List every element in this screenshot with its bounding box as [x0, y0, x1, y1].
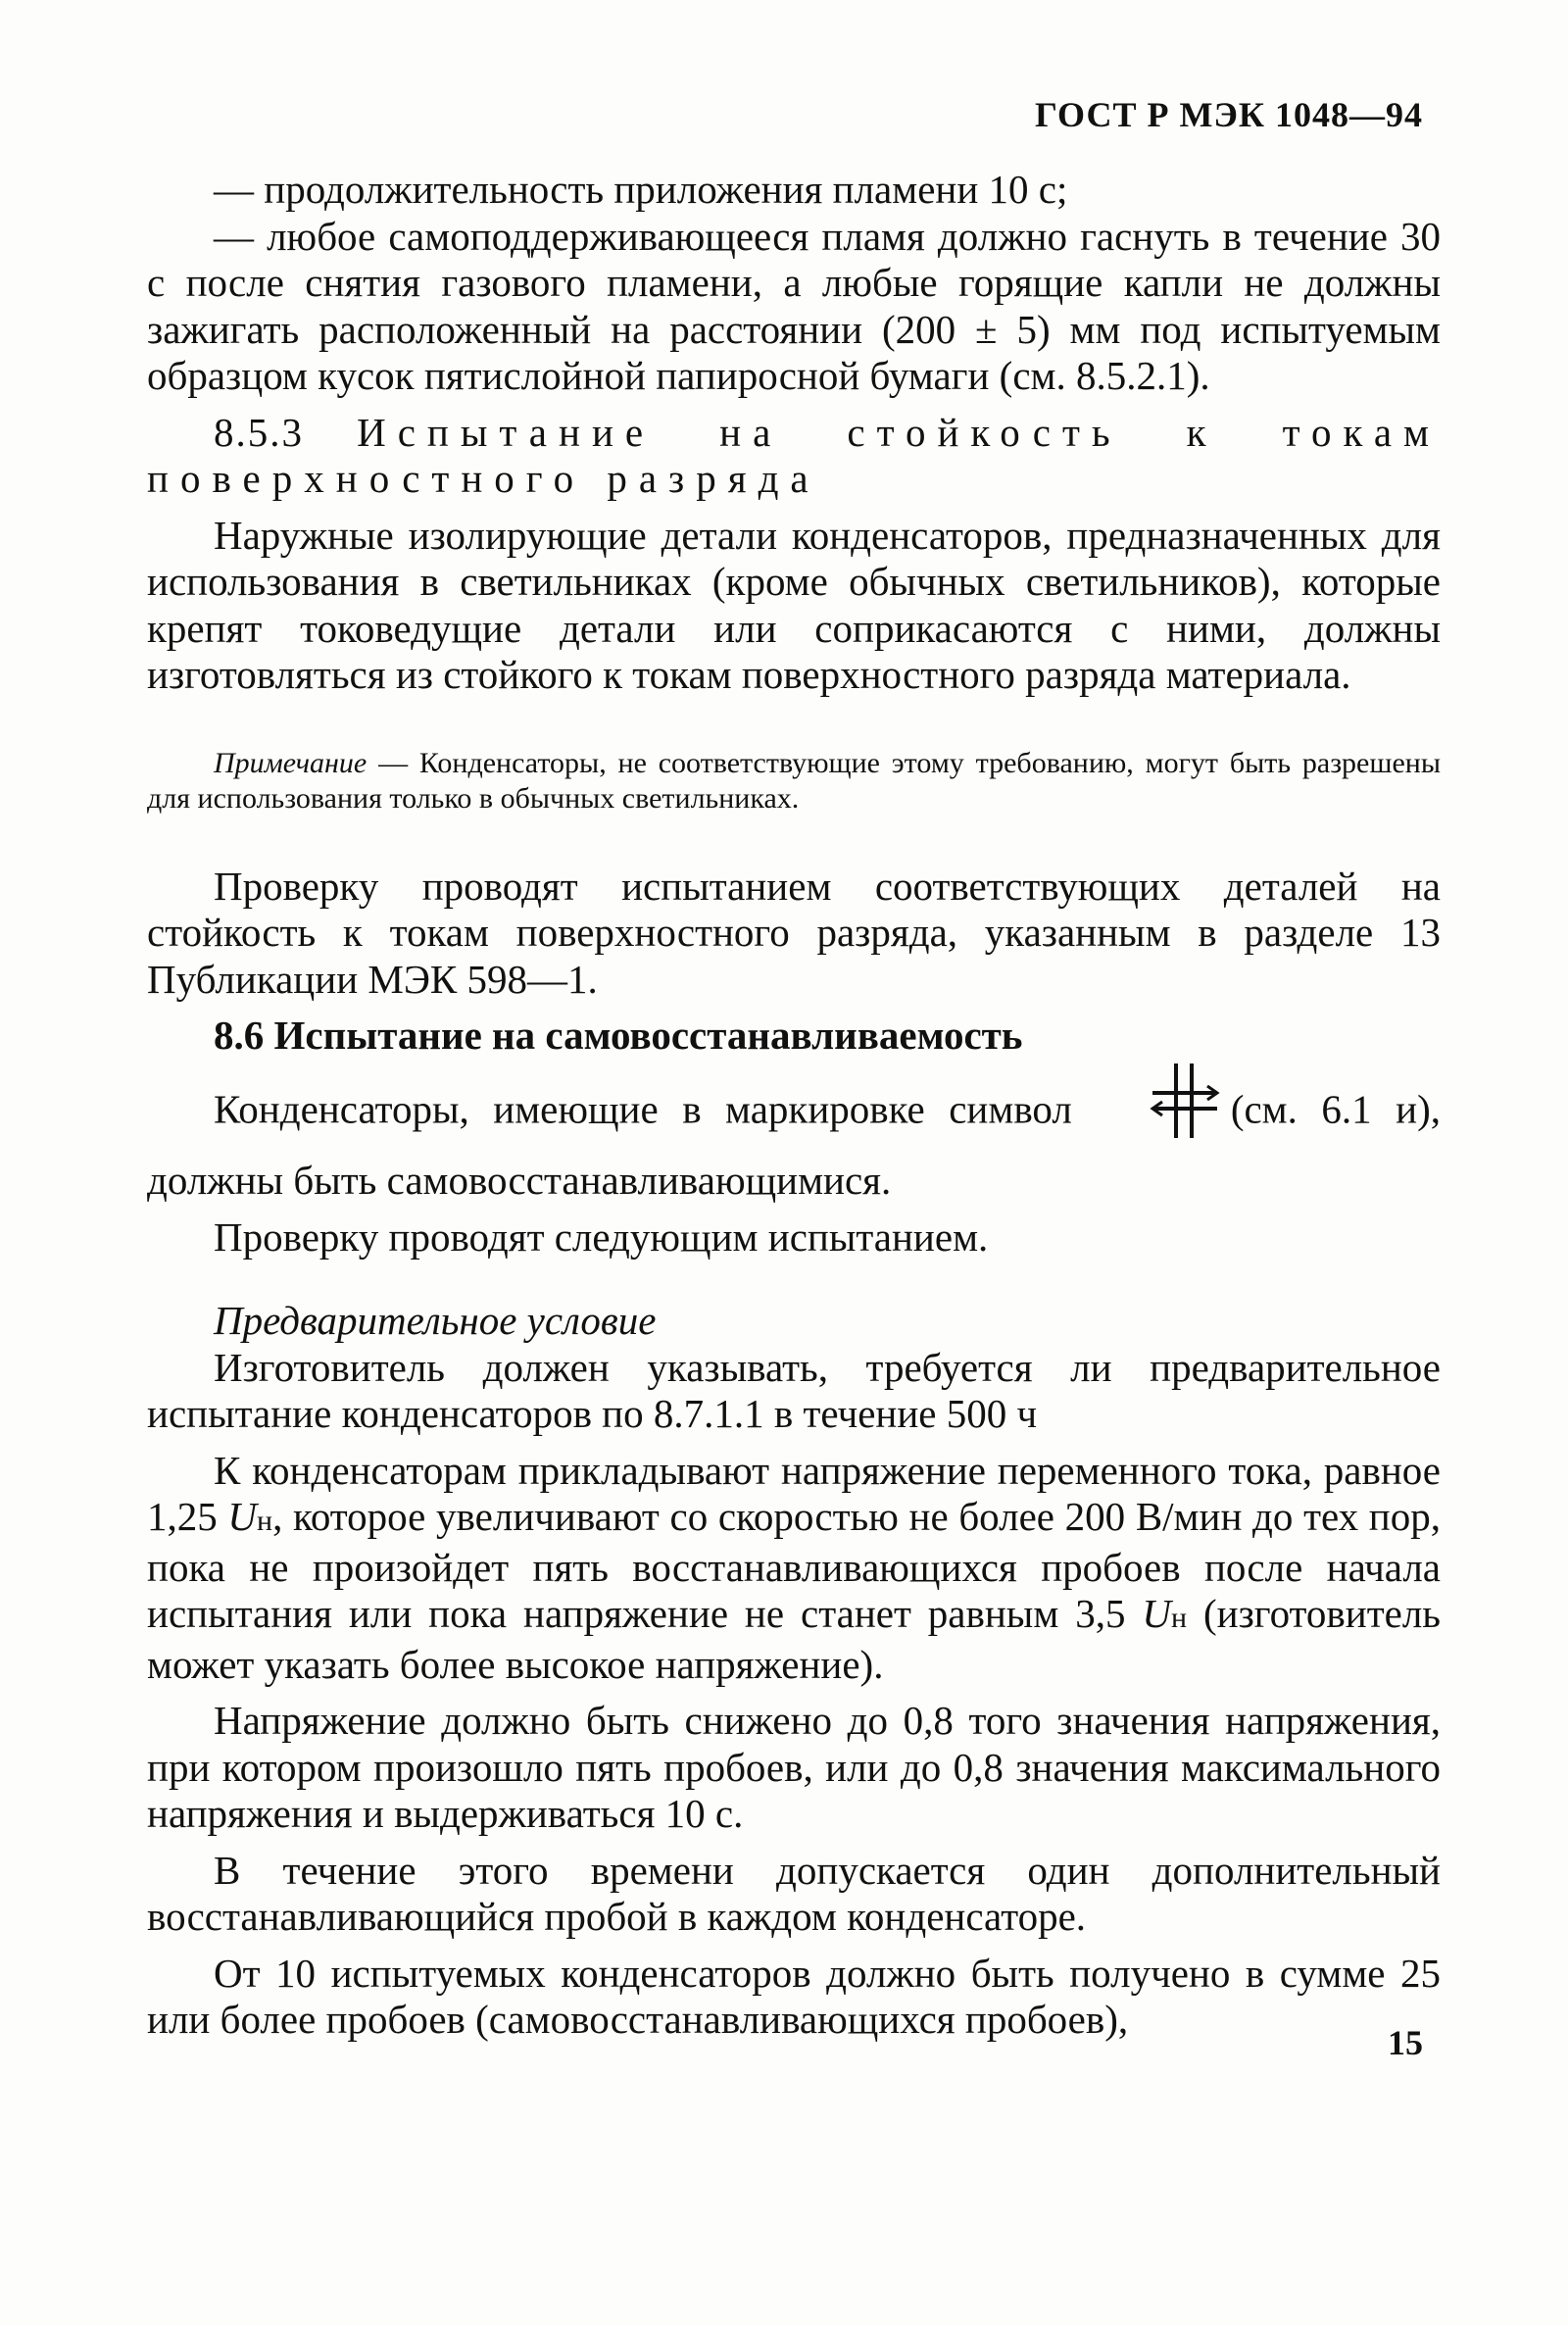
- voltage-text-b: , которое увеличивают со скоростью не более 200 В/мин до тех пор, пока не произойдет пять восстанавливающихся пробоев после начала испытания или пока напряжение не станет равным 3,5: [147, 1494, 1441, 1636]
- rated-voltage-subscript: н: [257, 1505, 273, 1537]
- paragraph-flame-duration: — продолжительность приложения пламени 10 с;: [214, 167, 1068, 212]
- page-number: 15: [1388, 2023, 1423, 2062]
- symbol-sentence-start: Конденсаторы, имеющие в маркировке символ: [214, 1086, 1072, 1132]
- rated-voltage-symbol: U: [227, 1494, 258, 1539]
- paragraph-insulating-parts: Наружные изолирующие детали конденсаторов, предназначенных для использования в светильниках (кроме обычных светильников), которые крепят токоведущие детали или соприкасаются с ними, должны изготовляться из стойкого к токам поверхностного разряда материала.: [147, 512, 1441, 697]
- section-8-5-3-heading: [147, 410, 1441, 503]
- paragraph-voltage-reduction: Напряжение должно быть снижено до 0,8 того значения напряжения, при котором произошло пять пробоев, или до 0,8 значения максимального напряжения и выдерживаться 10 с.: [147, 1698, 1441, 1836]
- voltage-text-a: К конденсаторам прикладывают напряжение переменного тока, равное 1,25: [147, 1447, 1441, 1539]
- section-8-6-heading: 8.6 Испытание на самовосстанавливаемость: [214, 1013, 1023, 1058]
- paragraph-self-healing-symbol: [147, 1069, 1441, 1205]
- voltage-text-c: (изготовитель может указать более высокое напряжение).: [147, 1591, 1442, 1687]
- paragraph-flame-extinguish: — любое самоподдерживающееся пламя должно гаснуть в течение 30 с после снятия газового пламени, а любые горящие капли не должны зажигать расположенный на расстоянии (200 ± 5) мм под испытуемым образцом кусок пятислойной папиросной бумаги (см. 8.5.2.1).: [147, 213, 1441, 398]
- paragraph-additional-breakdown: В течение этого времени допускается один дополнительный восстанавливающийся пробой в каждом конденсаторе.: [147, 1847, 1441, 1939]
- rated-voltage-symbol-2: U: [1142, 1591, 1172, 1636]
- note-block: [147, 746, 1441, 816]
- section-8-5-3-title: Испытание на стойкость к токам поверхностного разряда: [147, 409, 1442, 501]
- page-content: [147, 167, 1441, 2044]
- paragraph-manufacturer-preliminary: Изготовитель должен указывать, требуется ли предварительное испытание конденсаторов по 8.7.1.1 в течение 500 ч: [147, 1344, 1441, 1436]
- document-code-header: ГОСТ Р МЭК 1048—94: [1035, 95, 1423, 134]
- rated-voltage-subscript-2: н: [1171, 1602, 1188, 1634]
- note-label: Примечание: [214, 746, 368, 779]
- section-8-5-3-number: 8.5.3: [214, 409, 304, 455]
- precondition-heading: Предварительное условие: [214, 1298, 657, 1343]
- symbol-sentence-end: (см. 6.1 и), должны быть самовосстанавливающимися.: [147, 1086, 1441, 1203]
- note-text: — Конденсаторы, не соответствующие этому требованию, могут быть разрешены для использования только в обычных светильниках.: [147, 746, 1441, 815]
- paragraph-voltage-application: [147, 1448, 1441, 1689]
- paragraph-breakdown-total: От 10 испытуемых конденсаторов должно быть получено в сумме 25 или более пробоев (самовосстанавливающихся пробоев),: [147, 1950, 1441, 2042]
- self-healing-symbol-icon: [1082, 1062, 1221, 1151]
- paragraph-test-procedure: Проверку проводят следующим испытанием.: [214, 1213, 989, 1260]
- paragraph-tracking-check: Проверку проводят испытанием соответствующих деталей на стойкость к токам поверхностного разряда, указанным в разделе 13 Публикации МЭК 598—1.: [147, 863, 1441, 1002]
